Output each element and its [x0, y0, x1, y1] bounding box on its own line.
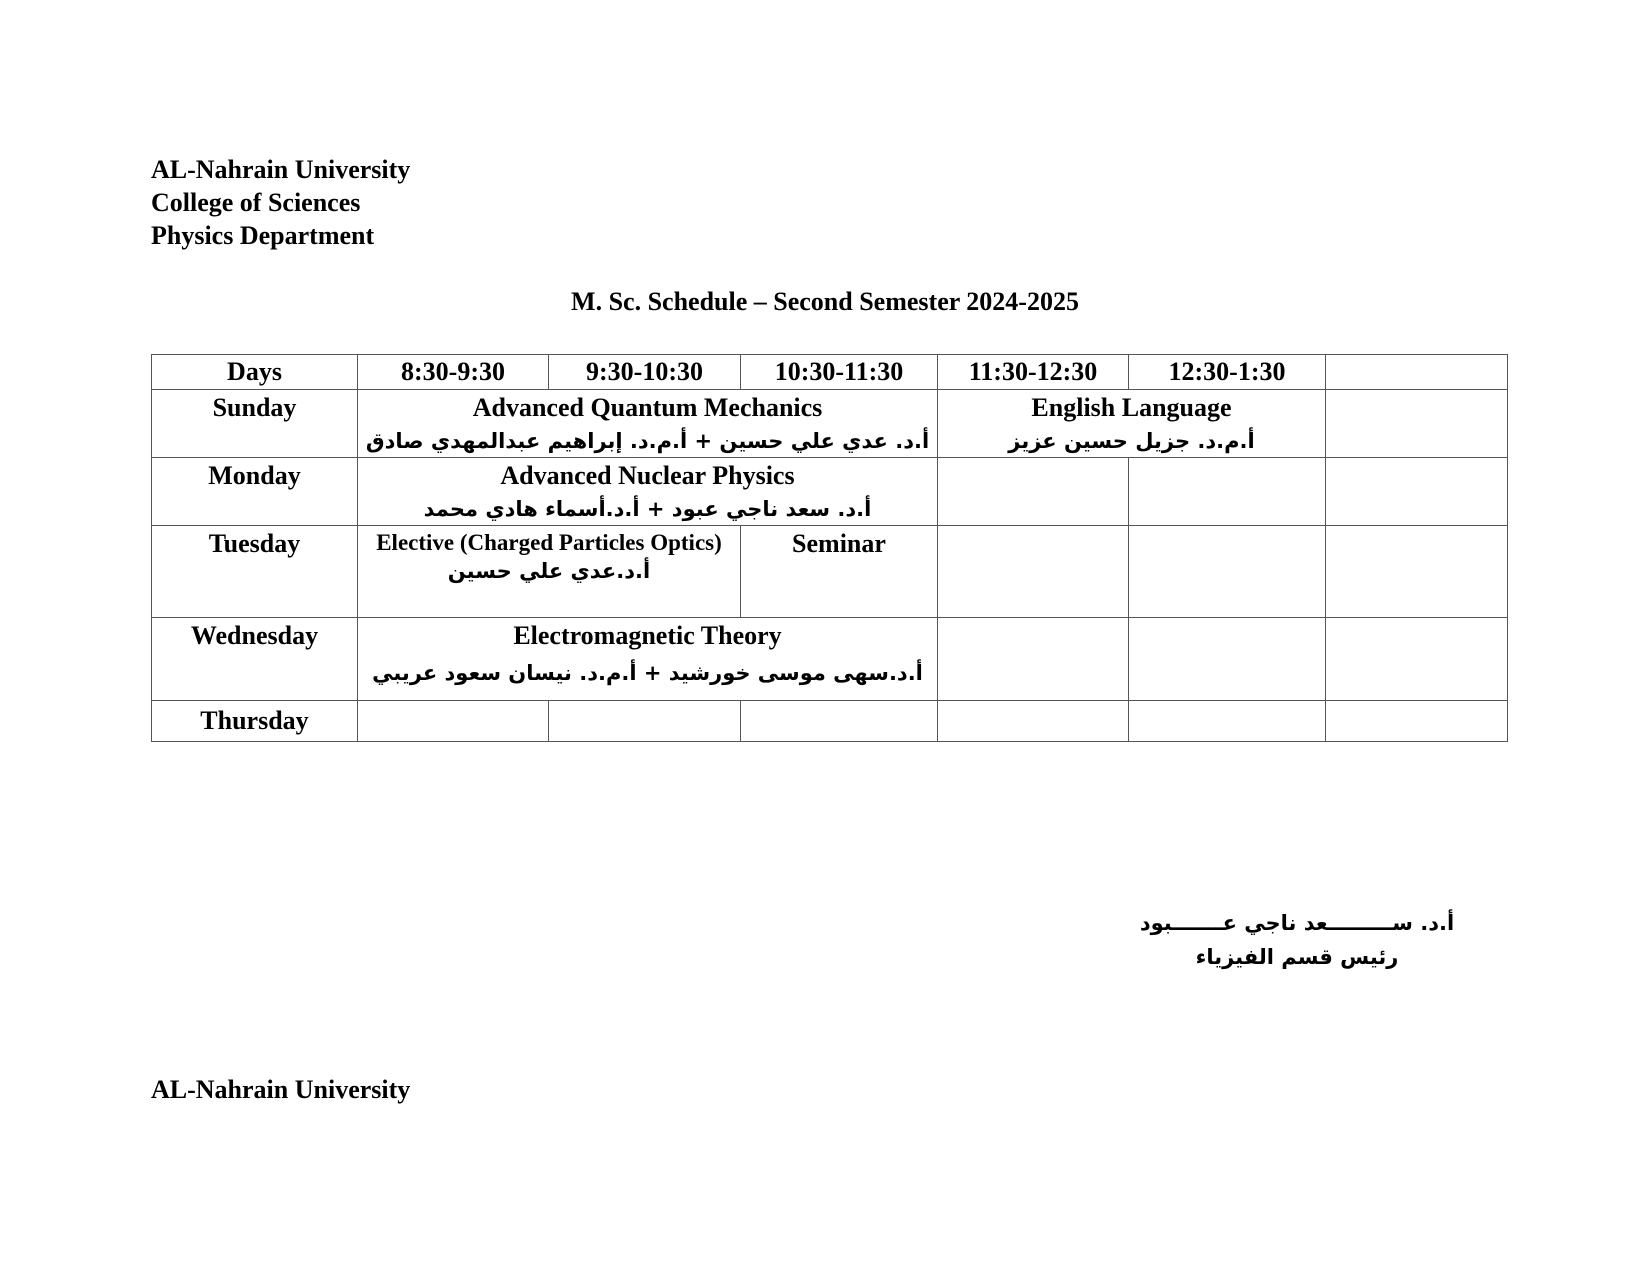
signatory-role: رئيس قسم الفيزياء [1195, 945, 1399, 969]
course-name: Advanced Nuclear Physics [500, 461, 795, 490]
empty-cell [1326, 390, 1508, 458]
course-name: English Language [1031, 393, 1232, 422]
row-sunday [152, 390, 1508, 458]
day-wednesday: Wednesday [152, 618, 358, 701]
sunday-course-2-cell [938, 390, 1326, 458]
row-wednesday [152, 618, 1508, 701]
empty-cell [1129, 618, 1326, 701]
signatory-name: أ.د. ســـــــــعد ناجي عـــــــبود [1139, 911, 1455, 935]
column-header-slot-5: 12:30-1:30 [1129, 355, 1326, 390]
empty-cell [938, 701, 1129, 742]
empty-cell [741, 701, 938, 742]
column-header-days: Days [152, 355, 358, 390]
schedule-title: M. Sc. Schedule – Second Semester 2024-2025 [571, 287, 1079, 316]
course-name: Advanced Quantum Mechanics [472, 393, 823, 422]
course-instructors: أ.د. عدي علي حسين + أ.م.د. إبراهيم عبدالمهدي صادق [365, 429, 930, 453]
monday-course-1-cell [358, 458, 938, 526]
sunday-course-1-cell [358, 390, 938, 458]
tuesday-course-1-cell [358, 526, 741, 618]
column-header-slot-4: 11:30-12:30 [938, 355, 1129, 390]
course-instructors: أ.د.عدي علي حسين [447, 559, 651, 583]
course-instructors: أ.د.سهى موسى خورشيد + أ.م.د. نيسان سعود عريبي [372, 661, 923, 685]
empty-cell [1129, 526, 1326, 618]
header-row [152, 355, 1508, 390]
document-header [151, 153, 410, 252]
column-header-slot-3: 10:30-11:30 [741, 355, 938, 390]
college-name: College of Sciences [151, 188, 361, 217]
signature-block [1087, 906, 1507, 974]
empty-cell [1129, 701, 1326, 742]
empty-cell [1326, 458, 1508, 526]
footer-university: AL-Nahrain University [151, 1075, 411, 1104]
wednesday-course-1-cell [358, 618, 938, 701]
empty-cell [1326, 618, 1508, 701]
course-name: Electromagnetic Theory [513, 621, 782, 650]
empty-cell [1129, 458, 1326, 526]
course-name: Seminar [792, 529, 886, 558]
empty-cell [549, 701, 741, 742]
day-sunday: Sunday [152, 390, 358, 458]
column-header-slot-1: 8:30-9:30 [358, 355, 549, 390]
course-instructors: أ.د. سعد ناجي عبود + أ.د.أسماء هادي محمد [423, 497, 872, 521]
tuesday-course-2-cell [741, 526, 938, 618]
empty-cell [358, 701, 549, 742]
empty-cell [1326, 701, 1508, 742]
course-name: Elective (Charged Particles Optics) [376, 530, 722, 555]
row-thursday [152, 701, 1508, 742]
day-monday: Monday [152, 458, 358, 526]
department-name: Physics Department [151, 221, 375, 250]
course-instructors: أ.م.د. جزيل حسين عزيز [1008, 429, 1255, 453]
empty-cell [938, 618, 1129, 701]
column-header-empty [1326, 355, 1508, 390]
empty-cell [1326, 526, 1508, 618]
empty-cell [938, 526, 1129, 618]
row-monday [152, 458, 1508, 526]
day-tuesday: Tuesday [152, 526, 358, 618]
day-thursday: Thursday [152, 701, 358, 742]
university-name: AL-Nahrain University [151, 155, 411, 184]
row-tuesday [152, 526, 1508, 618]
column-header-slot-2: 9:30-10:30 [549, 355, 741, 390]
schedule-table [151, 354, 1508, 742]
empty-cell [938, 458, 1129, 526]
